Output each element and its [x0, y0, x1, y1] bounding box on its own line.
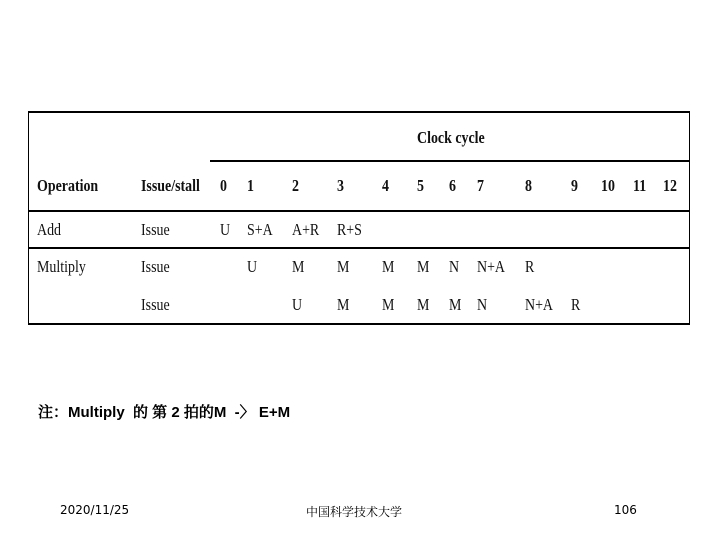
pipeline-table: [28, 111, 690, 325]
column-header: 4: [382, 176, 389, 195]
column-header: 12: [663, 176, 677, 195]
table-cell: R: [525, 257, 535, 276]
table-cell: M: [417, 257, 430, 276]
table-cell: Issue: [141, 257, 170, 276]
column-header: 7: [477, 176, 484, 195]
table-cell: M: [382, 295, 395, 314]
column-header: 8: [525, 176, 532, 195]
column-header: Issue/stall: [141, 176, 200, 195]
table-cell: M: [292, 257, 305, 276]
table-cell: N+A: [525, 295, 554, 314]
column-header: 1: [247, 176, 254, 195]
table-cell: A+R: [292, 220, 320, 239]
table-cell: U: [247, 257, 258, 276]
table-cell: M: [337, 257, 350, 276]
header-rule: [29, 210, 689, 212]
table-cell: U: [292, 295, 303, 314]
column-header: 0: [220, 176, 227, 195]
table-cell: M: [382, 257, 395, 276]
add-row-rule: [29, 247, 689, 249]
table-cell: Add: [37, 220, 62, 239]
column-header: Operation: [37, 176, 99, 195]
column-header: 11: [633, 176, 647, 195]
footer-page-number: 106: [614, 503, 637, 517]
column-header: 2: [292, 176, 299, 195]
table-cell: N: [477, 295, 488, 314]
footer-date: 2020/11/25: [60, 503, 130, 517]
table-cell: Issue: [141, 295, 170, 314]
column-header: 3: [337, 176, 344, 195]
table-cell: R: [571, 295, 581, 314]
table-cell: N: [449, 257, 460, 276]
table-cell: M: [449, 295, 462, 314]
table-cell: Multiply: [37, 257, 86, 276]
table-cell: M: [337, 295, 350, 314]
footer-institution: 中国科学技术大学: [306, 505, 403, 519]
table-cell: S+A: [247, 220, 273, 239]
table-cell: U: [220, 220, 231, 239]
column-header: 10: [601, 176, 615, 195]
table-cell: N+A: [477, 257, 506, 276]
clock-cycle-rule: [210, 160, 689, 162]
note-text: 注：Multiply 的 第 2 拍的M -〉 E+M: [38, 404, 291, 421]
column-header: 9: [571, 176, 578, 195]
table-cell: M: [417, 295, 430, 314]
column-header: 6: [449, 176, 456, 195]
table-cell: R+S: [337, 220, 362, 239]
clock-cycle-header: Clock cycle: [417, 128, 485, 147]
table-cell: Issue: [141, 220, 170, 239]
column-header: 5: [417, 176, 424, 195]
